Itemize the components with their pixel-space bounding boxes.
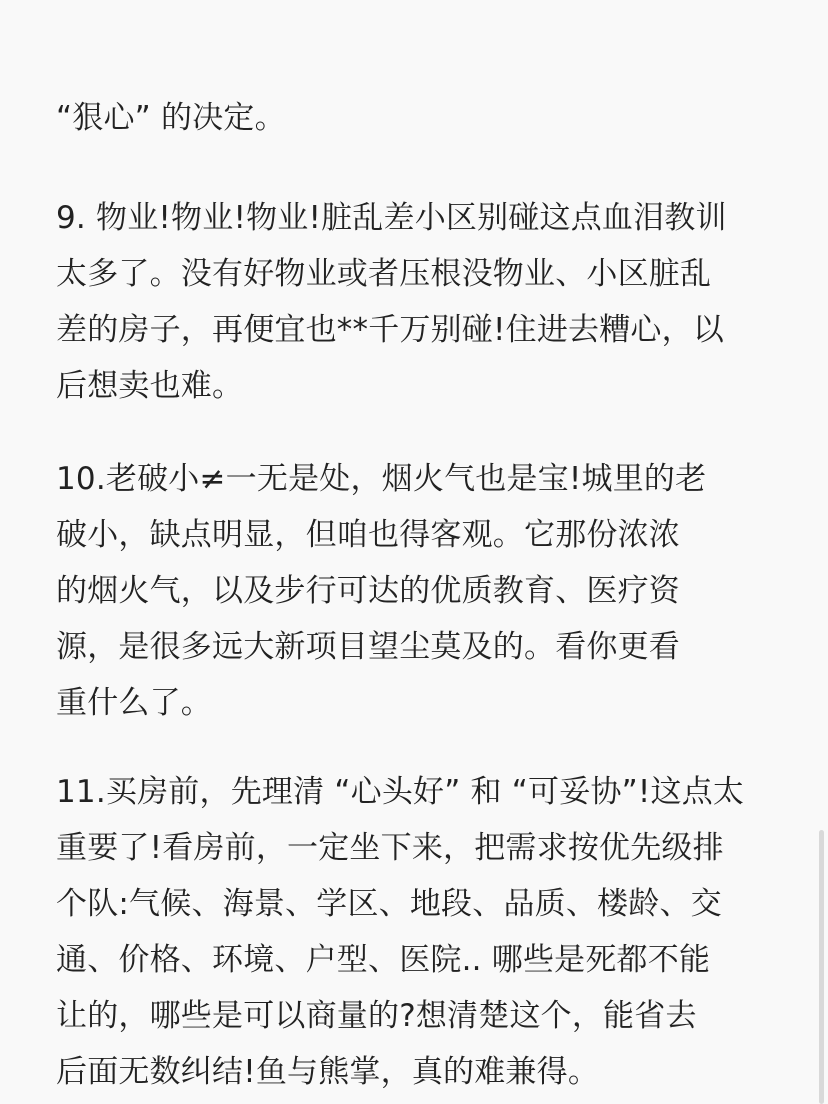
text-line: 个队:气候、海景、学区、地段、品质、楼龄、交 [56, 886, 722, 922]
text-line: 破小，缺点明显，但咱也得客观。它那份浓浓 [56, 517, 680, 553]
text-line: 的烟火气，以及步行可达的优质教育、医疗资 [56, 573, 680, 609]
paragraph-intro [56, 90, 796, 146]
text-line: 重什么了。 [56, 685, 212, 721]
text-line: 后想卖也难。 [56, 368, 244, 404]
paragraph-11 [56, 764, 796, 1100]
text-line: 10.老破小≠一无是处，烟火气也是宝!城里的老 [56, 461, 707, 497]
text-line: 让的，哪些是可以商量的?想清楚这个，能省去 [56, 998, 697, 1034]
text-line: “狠心” 的决定。 [56, 100, 286, 136]
text-line: 11.买房前，先理清 “心头好” 和 “可妥协”!这点太 [56, 774, 745, 810]
scrollbar-thumb[interactable] [819, 830, 824, 1104]
text-line: 重要了!看房前，一定坐下来，把需求按优先级排 [56, 830, 724, 866]
text-line: 差的房子，再便宜也**千万别碰!住进去糟心，以 [56, 312, 725, 348]
paragraph-10 [56, 451, 796, 731]
text-line: 9. 物业!物业!物业!脏乱差小区别碰这点血泪教训 [56, 200, 727, 236]
text-line: 通、价格、环境、户型、医院.. 哪些是死都不能 [56, 942, 711, 978]
paragraph-9 [56, 190, 796, 414]
text-line: 后面无数纠结!鱼与熊掌，真的难兼得。 [56, 1054, 600, 1090]
text-line: 太多了。没有好物业或者压根没物业、小区脏乱 [56, 256, 712, 292]
text-line: 源，是很多远大新项目望尘莫及的。看你更看 [56, 629, 680, 665]
